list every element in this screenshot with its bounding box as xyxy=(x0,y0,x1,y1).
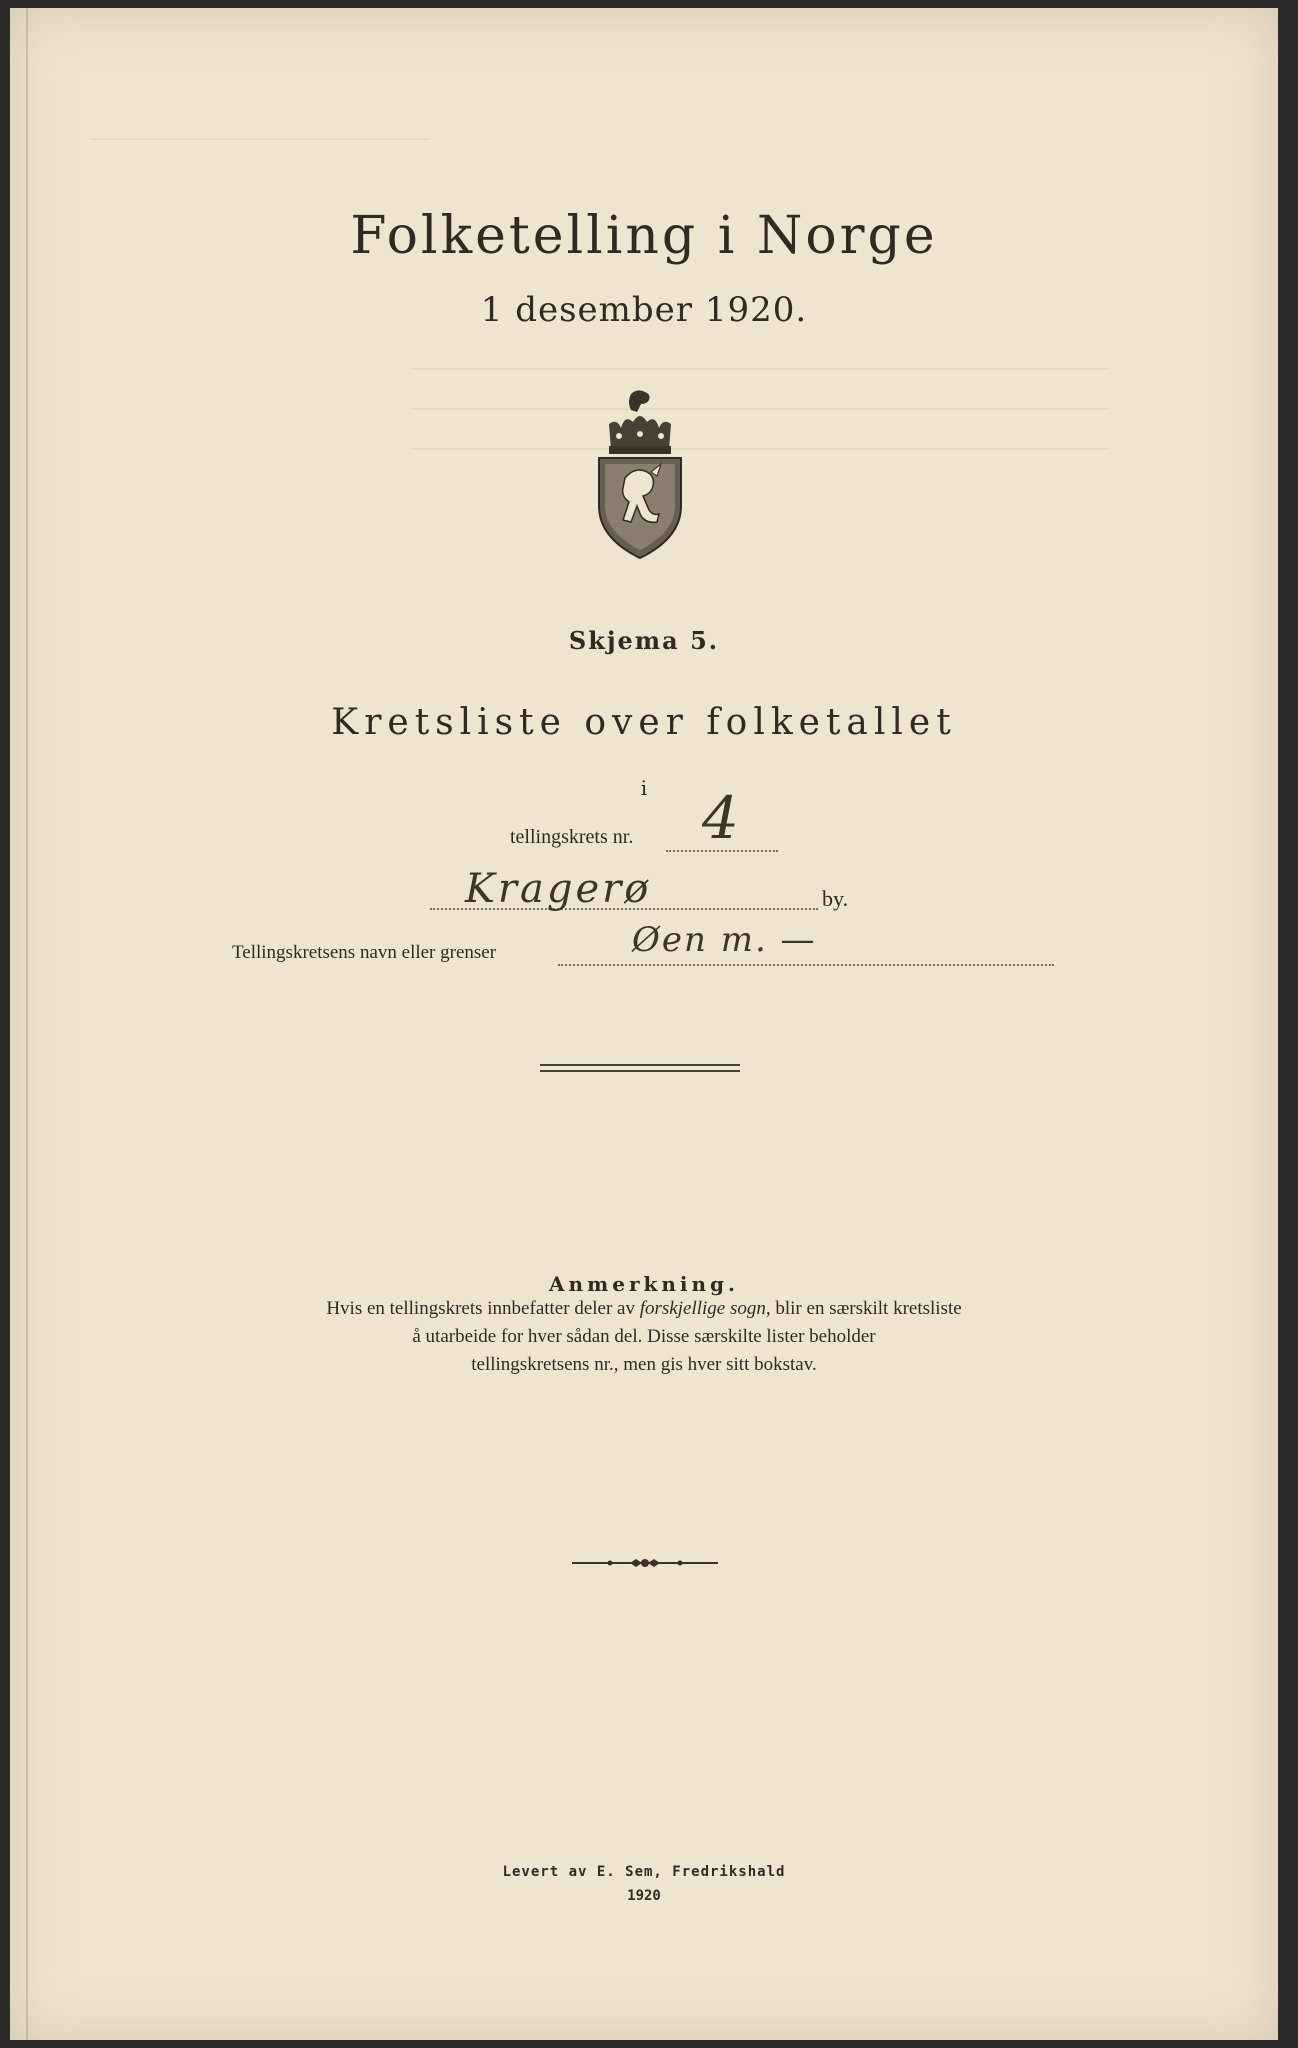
district-names-label: Tellingskretsens navn eller grenser xyxy=(232,942,497,963)
divider-rule-top xyxy=(540,1064,740,1066)
district-names-dotted-line xyxy=(558,964,1054,966)
bleed-through-line xyxy=(90,138,430,140)
divider-rule-bottom xyxy=(540,1070,740,1072)
page-title: Folketelling i Norge xyxy=(350,206,938,266)
bleed-through-line xyxy=(410,408,1110,410)
form-heading: Kretsliste over folketallet xyxy=(331,702,957,743)
census-date: 1 desember 1920. xyxy=(480,290,808,330)
note-line-3: tellingskretsens nr., men gis hver sitt bokstav. xyxy=(471,1354,817,1375)
note-emphasis: forskjellige sogn, xyxy=(639,1298,771,1319)
note-line-1-start: Hvis en tellingskrets innbefatter deler av xyxy=(326,1298,640,1319)
district-number-label: tellingskrets nr. xyxy=(510,826,634,848)
district-names-handwritten: Øen m. — xyxy=(632,920,817,960)
preposition: i xyxy=(640,776,648,800)
district-number-handwritten: 4 xyxy=(702,784,739,852)
coat-of-arms-icon xyxy=(595,388,685,560)
town-handwritten: Kragerø xyxy=(465,866,652,912)
bleed-through-line xyxy=(410,368,1110,370)
note-line-1-end: blir en særskilt kretsliste xyxy=(770,1298,962,1319)
printer-year: 1920 xyxy=(627,1888,661,1904)
printer-imprint: Levert av E. Sem, Fredrikshald xyxy=(502,1864,786,1880)
census-form-page xyxy=(10,8,1278,2040)
schema-number: Skjema 5. xyxy=(568,626,720,655)
bleed-through-line xyxy=(410,448,1110,450)
note-line-2: å utarbeide for hver sådan del. Disse særskilte lister beholder xyxy=(412,1326,876,1347)
note-line-1 xyxy=(10,1298,1278,1320)
note-heading: Anmerkning. xyxy=(549,1272,739,1296)
town-suffix: by. xyxy=(822,886,849,911)
ornament-divider-icon xyxy=(570,1553,720,1573)
